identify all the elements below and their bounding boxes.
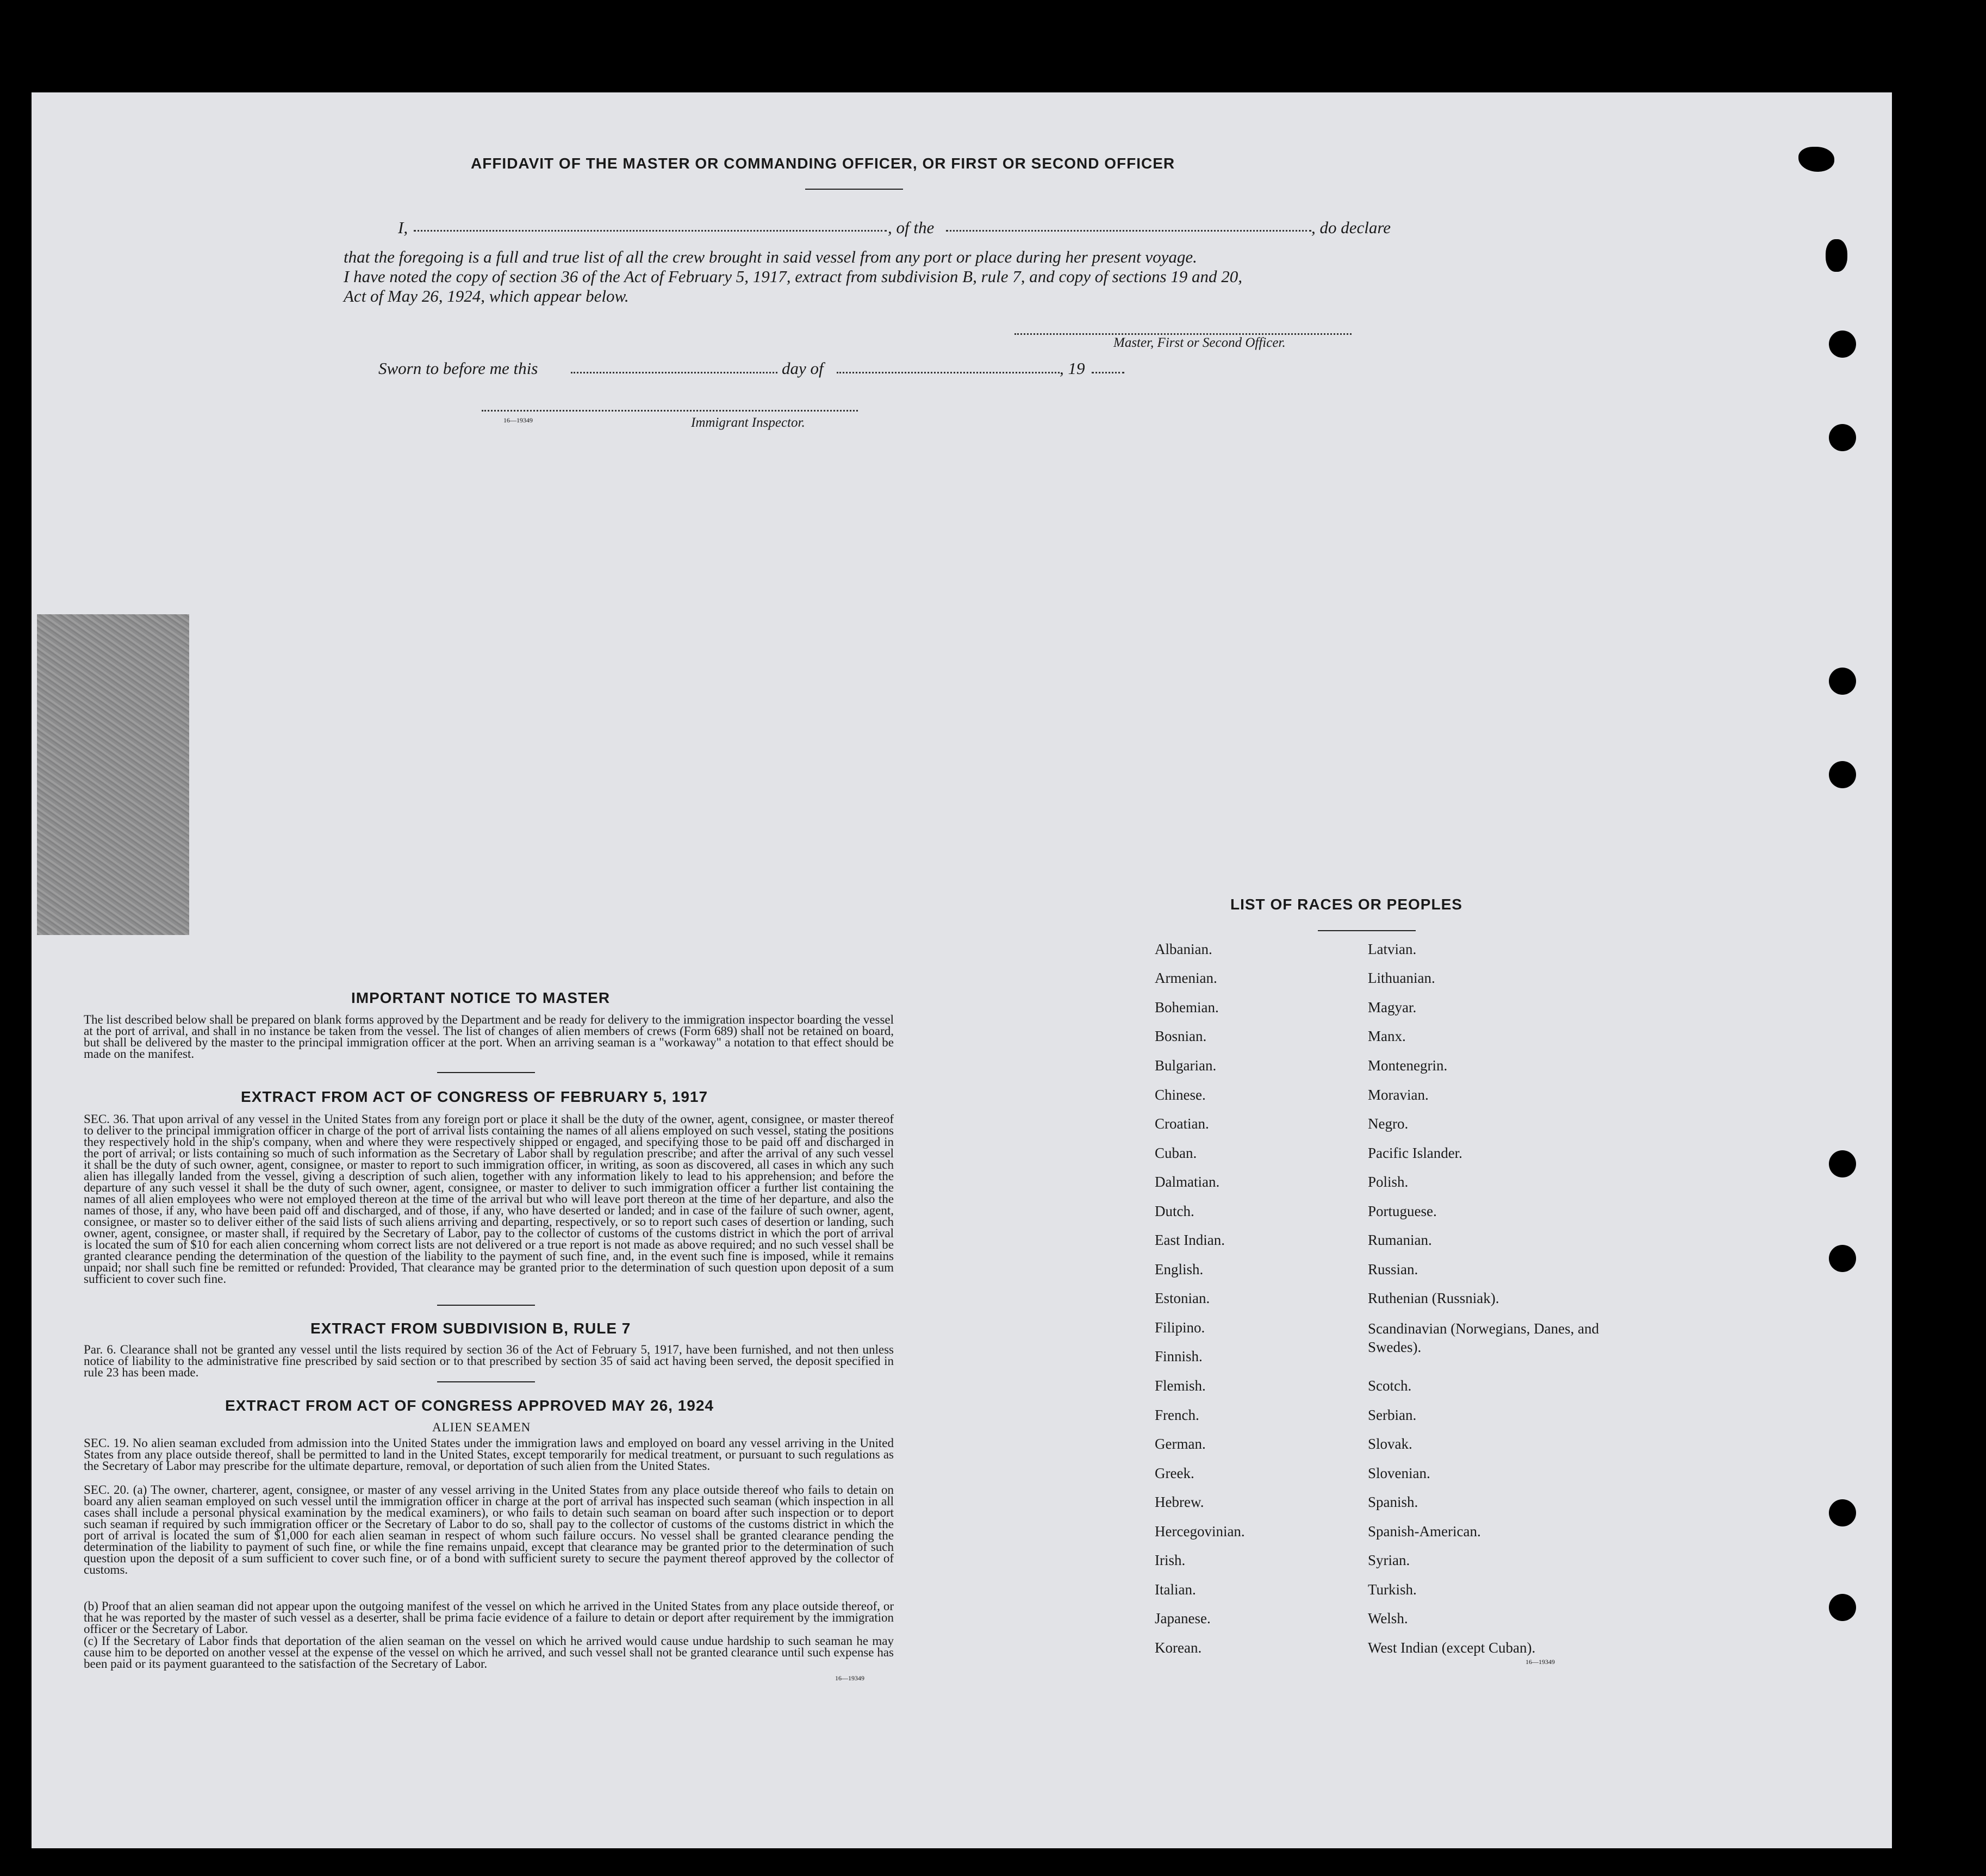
race-item: Ruthenian (Russniak).	[1368, 1290, 1499, 1306]
race-item: Russian.	[1368, 1261, 1418, 1277]
title-rule	[805, 189, 903, 190]
extract1-body: SEC. 36. That upon arrival of any vessel in the United States from any foreign port or place it shall be the duty of the owner, agent, consignee, or master thereof to deliver to the principal immigration officer in charge of the port of arrival lists containing the names of all aliens employed on such vessel, stating the positions they respectively hold in the ship's company, when and where they were respectively shipped or engaged, and specifying those to be paid off and discharged in the port of arrival; or lists containing so much of such information as the Secretary of Labor shall by regulation prescribe; and after the arrival of any such vessel it shall be the duty of such owner, agent, consignee, or master to report to such immigration officer, in writing, as soon as discovered, all cases in which any such alien has illegally landed from the vessel, giving a description of such alien, together with any information likely to lead to his apprehension; and before the departure of any such vessel it shall be the duty of such owner, agent, consignee, or master to deliver to such immigration officer a further list containing the names of all alien employees who were not employed thereon at the time of the arrival but who will leave port thereon at the time of her departure, and also the names of those, if any, who have been paid off and discharged, and of those, if any, who have deserted or landed; and in case of the failure of such owner, agent, consignee, or master so to deliver either of the said lists of such aliens arriving and departing, respectively, or so to report such cases of desertion or landing, such owner, agent, consignee, or master shall, if required by the Secretary of Labor, pay to the collector of customs of the customs district in which the port of arrival is located the sum of $10 for each alien concerning whom correct lists are not delivered or a true report is not made as above required; and no such vessel shall be granted clearance pending the determination of the question of the liability to the payment of such fine, and, in the event such fine is imposed, while it remains unpaid; nor shall such fine be remitted or refunded: Provided, That clearance may be granted prior to the determination of such question upon deposit of a sum sufficient to cover such fine.	[84, 1112, 894, 1286]
punch-hole	[1826, 239, 1847, 272]
race-item: Finnish.	[1155, 1348, 1203, 1364]
race-item: Greek.	[1155, 1465, 1194, 1481]
affidavit-line-3: I have noted the copy of section 36 of the Act of February 5, 1917, extract from subdivision B, rule 7, and copy of sections 19 and 20,	[344, 267, 1243, 286]
master-signature-label: Master, First or Second Officer.	[1113, 335, 1286, 350]
race-item: Montenegrin.	[1368, 1057, 1448, 1074]
race-item: Polish.	[1368, 1174, 1409, 1190]
race-item: Scandinavian (Norwegians, Danes, and Swedes).	[1368, 1320, 1599, 1355]
race-item: Manx.	[1368, 1028, 1406, 1044]
extract2-rule	[437, 1381, 535, 1382]
races-form-number: 16—19349	[1526, 1658, 1555, 1666]
race-item: Scotch.	[1368, 1378, 1412, 1394]
of-the-label: , of the	[888, 218, 935, 237]
race-item: French.	[1155, 1407, 1199, 1423]
extract1-title: EXTRACT FROM ACT OF CONGRESS OF FEBRUARY 5, 1917	[241, 1088, 708, 1105]
race-item: Croatian.	[1155, 1115, 1209, 1132]
race-item: Bohemian.	[1155, 999, 1219, 1015]
race-item: English.	[1155, 1261, 1204, 1277]
inspector-signature-line[interactable]	[482, 410, 858, 412]
extract3-subtitle: ALIEN SEAMEN	[432, 1420, 531, 1434]
race-item: Rumanian.	[1368, 1232, 1432, 1248]
race-item: Albanian.	[1155, 941, 1212, 957]
race-item: Serbian.	[1368, 1407, 1417, 1423]
race-item: Pacific Islander.	[1368, 1145, 1462, 1161]
race-item: Spanish-American.	[1368, 1523, 1481, 1540]
year-blank[interactable]	[1092, 372, 1124, 373]
race-item: Italian.	[1155, 1581, 1196, 1598]
extract2-body: Par. 6. Clearance shall not be granted any vessel until the lists required by section 36 of the Act of February 5, 1917, have been furnished, and not then unless notice of liability to the administrative fine prescribed by said section or to that prescribed by section 35 of said act having been served, the deposit specified in rule 23 has been made.	[84, 1343, 894, 1379]
race-item: Estonian.	[1155, 1290, 1210, 1306]
race-item: Negro.	[1368, 1115, 1409, 1132]
affidavit-line-2: that the foregoing is a full and true list of all the crew brought in said vessel from any port or place during her present voyage.	[344, 247, 1197, 266]
race-item: Magyar.	[1368, 999, 1417, 1015]
race-item: Bosnian.	[1155, 1028, 1207, 1044]
affidavit-i-label: I,	[398, 218, 408, 237]
race-item: West Indian (except Cuban).	[1368, 1640, 1536, 1656]
race-item: Slovenian.	[1368, 1465, 1430, 1481]
race-item: Hebrew.	[1155, 1494, 1204, 1510]
race-item: Syrian.	[1368, 1552, 1410, 1568]
vessel-blank[interactable]	[946, 230, 1311, 232]
extract1-rule	[437, 1305, 535, 1306]
punch-hole	[1829, 668, 1856, 695]
extract3-sec20b: (b) Proof that an alien seaman did not appear upon the outgoing manifest of the vessel on which he arrived in the United States from any place outside thereof, or that he was reported by the master of such vessel as a deserter, shall be prima facie evidence of a failure to detain or deport after requirement by the immigration officer or the Secretary of Labor.	[84, 1599, 894, 1636]
races-rule	[1318, 930, 1416, 931]
race-item: Dutch.	[1155, 1203, 1194, 1219]
sworn-day-blank[interactable]	[571, 372, 777, 373]
notice-rule	[437, 1072, 535, 1073]
year-label: , 19	[1060, 359, 1085, 378]
punch-hole	[1798, 147, 1834, 172]
race-item: Latvian.	[1368, 941, 1417, 957]
race-item: Korean.	[1155, 1640, 1202, 1656]
punch-hole	[1829, 331, 1856, 358]
punch-hole	[1829, 1150, 1856, 1177]
notice-title: IMPORTANT NOTICE TO MASTER	[351, 989, 611, 1006]
punch-hole	[1829, 1594, 1856, 1621]
race-item: Moravian.	[1368, 1087, 1429, 1103]
notice-body: The list described below shall be prepared on blank forms approved by the Department and be ready for delivery to the immigration inspector boarding the vessel at the port of arrival, and shall in no instance be taken from the vessel. The list of changes of alien members of crews (Form 689) shall not be retained on board, but shall be delivered by the master to the principal immigration officer at the port. When an arriving seaman is a "workaway" a notation to that effect should be made on the manifest.	[84, 1013, 894, 1061]
races-title: LIST OF RACES OR PEOPLES	[1230, 896, 1462, 913]
sworn-label: Sworn to before me this	[378, 359, 538, 378]
extract3-form-number: 16—19349	[835, 1674, 864, 1682]
punch-hole	[1829, 1245, 1856, 1272]
race-item: Japanese.	[1155, 1610, 1211, 1626]
race-item: Armenian.	[1155, 970, 1217, 986]
race-item: East Indian.	[1155, 1232, 1225, 1248]
extract3-sec20c: (c) If the Secretary of Labor finds that deportation of the alien seaman on the vessel on which he arrived would cause undue hardship to such seaman he may cause him to be deported on another vessel at the expense of the vessel on which he arrived, and such vessel shall not be granted clearance until such expense has been paid or its payment guaranteed to the satisfaction of the Secretary of Labor.	[84, 1634, 894, 1671]
race-item: Chinese.	[1155, 1087, 1206, 1103]
name-blank[interactable]	[414, 230, 887, 232]
punch-hole	[1829, 424, 1856, 451]
race-item: Slovak.	[1368, 1436, 1412, 1452]
race-item: Bulgarian.	[1155, 1057, 1217, 1074]
extract3-sec20a: SEC. 20. (a) The owner, charterer, agent, consignee, or master of any vessel arriving in the United States from any place outside thereof who fails to detain on board any alien seaman employed on such vessel until the immigration officer in charge at the port of arrival has inspected such seaman (which inspection in all cases shall include a personal physical examination by the medical examiners), or who fails to detain such seaman on board after such inspection or to deport such seaman if required by such immigration officer or the Secretary of Labor to do so, shall pay to the collector of customs of the customs district in which the port of arrival is located the sum of $1,000 for each alien seaman in respect of whom such failure occurs. No vessel shall be granted clearance pending the determination of the liability to payment of such fine, or while the fine remains unpaid, except that clearance may be granted prior to the determination of such question upon the deposit of a sum sufficient to cover such fine, or of a bond with sufficient surety to secure the payment thereof approved by the collector of customs.	[84, 1483, 894, 1576]
extract3-sec19: SEC. 19. No alien seaman excluded from admission into the United States under the immigration laws and employed on board any vessel arriving in the United States from any place outside thereof, shall be permitted to land in the United States, except temporarily for medical treatment, or pursuant to such regulations as the Secretary of Labor may prescribe for the ultimate departure, removal, or deportation of such alien from the United States.	[84, 1436, 894, 1473]
affidavit-title: AFFIDAVIT OF THE MASTER OR COMMANDING OFFICER, OR FIRST OR SECOND OFFICER	[471, 155, 1175, 172]
race-item: Flemish.	[1155, 1378, 1206, 1394]
scan-stain	[37, 614, 189, 935]
extract3-title: EXTRACT FROM ACT OF CONGRESS APPROVED MAY 26, 1924	[225, 1397, 714, 1414]
race-item: Cuban.	[1155, 1145, 1197, 1161]
race-item: Filipino.	[1155, 1319, 1205, 1336]
race-item: Hercegovinian.	[1155, 1523, 1245, 1540]
race-item: Turkish.	[1368, 1581, 1417, 1598]
master-signature-line[interactable]	[1014, 333, 1352, 335]
do-declare-label: , do declare	[1311, 218, 1391, 237]
punch-hole	[1829, 1499, 1856, 1526]
race-item: Welsh.	[1368, 1610, 1408, 1626]
document-page	[32, 92, 1892, 1848]
race-item: Spanish.	[1368, 1494, 1418, 1510]
race-item: Lithuanian.	[1368, 970, 1435, 986]
race-item: Dalmatian.	[1155, 1174, 1220, 1190]
inspector-label: Immigrant Inspector.	[691, 415, 805, 430]
race-item: German.	[1155, 1436, 1206, 1452]
affidavit-form-number: 16—19349	[503, 416, 533, 424]
punch-hole	[1829, 761, 1856, 788]
affidavit-line-4: Act of May 26, 1924, which appear below.	[344, 286, 629, 306]
sworn-month-blank[interactable]	[837, 372, 1060, 373]
extract2-title: EXTRACT FROM SUBDIVISION B, RULE 7	[310, 1320, 631, 1337]
race-item: Irish.	[1155, 1552, 1186, 1568]
race-item: Portuguese.	[1368, 1203, 1437, 1219]
day-of-label: day of	[782, 359, 824, 378]
